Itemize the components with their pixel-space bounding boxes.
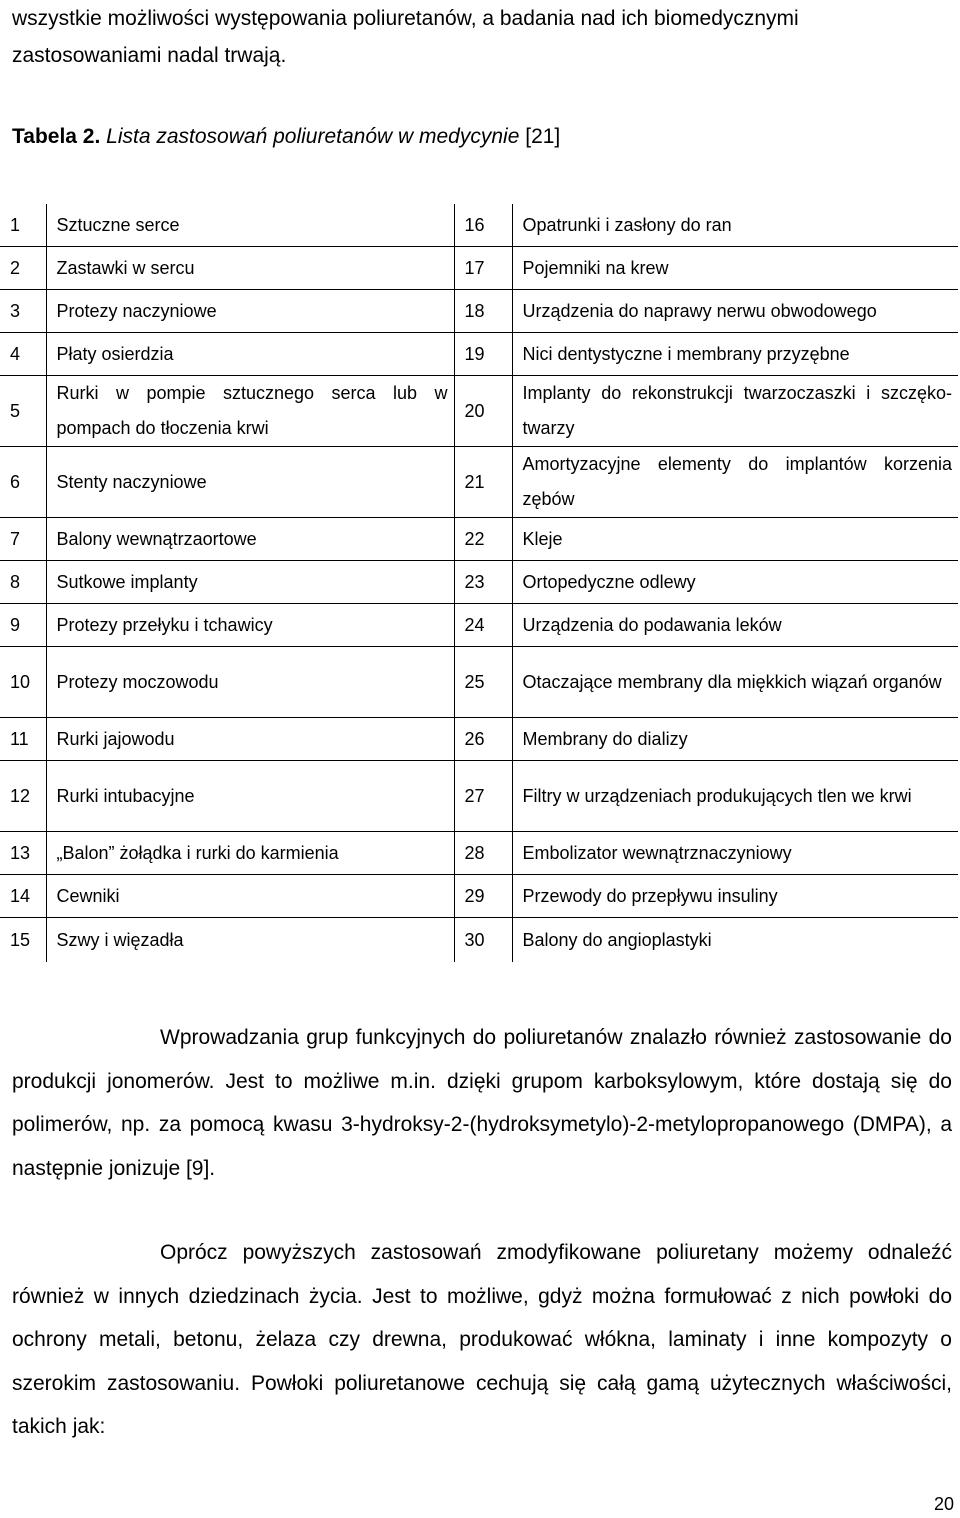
row-number-left: 10 bbox=[0, 647, 46, 718]
row-number-left: 4 bbox=[0, 333, 46, 376]
application-left: „Balon” żołądka i rurki do karmienia bbox=[46, 832, 454, 875]
row-number-left: 8 bbox=[0, 561, 46, 604]
row-number-right: 23 bbox=[454, 561, 512, 604]
table-row bbox=[0, 647, 958, 718]
application-left: Zastawki w sercu bbox=[46, 247, 454, 290]
row-number-left: 11 bbox=[0, 718, 46, 761]
application-right: Kleje bbox=[512, 518, 958, 561]
application-left: Sztuczne serce bbox=[46, 204, 454, 247]
application-right: Membrany do dializy bbox=[512, 718, 958, 761]
row-number-right: 28 bbox=[454, 832, 512, 875]
row-number-left: 12 bbox=[0, 761, 46, 832]
application-right: Ortopedyczne odlewy bbox=[512, 561, 958, 604]
table-row bbox=[0, 604, 958, 647]
table-row bbox=[0, 518, 958, 561]
page-number: 20 bbox=[933, 1494, 954, 1514]
row-number-right: 19 bbox=[454, 333, 512, 376]
row-number-left: 14 bbox=[0, 875, 46, 918]
application-left: Protezy naczyniowe bbox=[46, 290, 454, 333]
row-number-left: 6 bbox=[0, 447, 46, 518]
application-left: Płaty osierdzia bbox=[46, 333, 454, 376]
row-number-left: 2 bbox=[0, 247, 46, 290]
table-caption-ref: [21] bbox=[525, 125, 561, 148]
table-row bbox=[0, 333, 958, 376]
paragraph-text: Oprócz powyższych zastosowań zmodyfikowane poliuretany możemy odnaleźć również w innych dziedzinach życia. Jest to możliwe, gdyż można formułować z nich powłoki do ochrony metali, betonu, żelaza czy drewna, produkować włókna, laminaty i inne kompozyty o szerokim zastosowaniu. Powłoki poliuretanowe cechują się całą gamą użytecznych właściwości, takich jak: bbox=[12, 1241, 952, 1438]
application-right: Nici dentystyczne i membrany przyzębne bbox=[512, 333, 958, 376]
table-row bbox=[0, 761, 958, 832]
table-caption-label: Tabela 2. bbox=[12, 125, 101, 148]
table-row bbox=[0, 247, 958, 290]
table-row bbox=[0, 561, 958, 604]
application-left: Protezy przełyku i tchawicy bbox=[46, 604, 454, 647]
application-right: Opatrunki i zasłony do ran bbox=[512, 204, 958, 247]
application-left: Balony wewnątrzaortowe bbox=[46, 518, 454, 561]
row-number-right: 26 bbox=[454, 718, 512, 761]
intro-paragraph: wszystkie możliwości występowania poliuretanów, a badania nad ich biomedycznymi zastosowaniami nadal trwają. bbox=[12, 7, 799, 67]
row-number-right: 22 bbox=[454, 518, 512, 561]
row-number-right: 27 bbox=[454, 761, 512, 832]
row-number-left: 9 bbox=[0, 604, 46, 647]
row-number-right: 16 bbox=[454, 204, 512, 247]
application-right: Balony do angioplastyki bbox=[522, 929, 712, 950]
row-number-left: 15 bbox=[0, 918, 46, 963]
application-right: Filtry w urządzeniach produkujących tlen we krwi bbox=[512, 761, 958, 832]
application-right: Embolizator wewnątrznaczyniowy bbox=[512, 832, 958, 875]
row-number-right: 30 bbox=[454, 918, 512, 963]
table-row bbox=[0, 290, 958, 333]
table-caption bbox=[12, 122, 560, 152]
table-row bbox=[0, 918, 958, 963]
application-left: Rurki w pompie sztucznego serca lub w pompach do tłoczenia krwi bbox=[46, 376, 454, 447]
application-right: Przewody do przepływu insuliny bbox=[512, 875, 958, 918]
row-number-left: 3 bbox=[0, 290, 46, 333]
table-caption-title: Lista zastosowań poliuretanów w medycynie bbox=[106, 125, 520, 148]
table-row bbox=[0, 832, 958, 875]
row-number-right: 24 bbox=[454, 604, 512, 647]
row-number-left: 7 bbox=[0, 518, 46, 561]
row-number-left: 13 bbox=[0, 832, 46, 875]
row-number-right: 21 bbox=[454, 447, 512, 518]
application-right: Otaczające membrany dla miękkich wiązań organów bbox=[512, 647, 958, 718]
application-left: Szwy i więzadła bbox=[46, 918, 454, 963]
table-row bbox=[0, 204, 958, 247]
table-row bbox=[0, 718, 958, 761]
table-row bbox=[0, 447, 958, 518]
paragraph-text: Wprowadzania grup funkcyjnych do poliuretanów znalazło również zastosowanie do produkcji jonomerów. Jest to możliwe m.in. dzięki grupom karboksylowym, które dostają się do polimerów, np. za pomocą kwasu 3-hydroksy-2-(hydroksymetylo)-2-metylopropanowego (DMPA), a następnie jonizuje [9]. bbox=[12, 1026, 952, 1180]
row-number-left: 1 bbox=[0, 204, 46, 247]
row-number-right: 25 bbox=[454, 647, 512, 718]
row-number-left: 5 bbox=[0, 376, 46, 447]
application-left: Sutkowe implanty bbox=[46, 561, 454, 604]
row-number-right: 29 bbox=[454, 875, 512, 918]
application-left: Stenty naczyniowe bbox=[46, 447, 454, 518]
application-left: Rurki jajowodu bbox=[46, 718, 454, 761]
row-number-right: 17 bbox=[454, 247, 512, 290]
application-right: Pojemniki na krew bbox=[512, 247, 958, 290]
application-left: Cewniki bbox=[46, 875, 454, 918]
applications-table bbox=[0, 204, 958, 962]
row-number-right: 20 bbox=[454, 376, 512, 447]
application-left: Rurki intubacyjne bbox=[46, 761, 454, 832]
application-right: Amortyzacyjne elementy do implantów korzenia zębów bbox=[512, 447, 958, 518]
application-right: Urządzenia do podawania leków bbox=[512, 604, 958, 647]
table-row bbox=[0, 875, 958, 918]
application-right: Implanty do rekonstrukcji twarzoczaszki i szczęko-twarzy bbox=[512, 376, 958, 447]
body-paragraph-ionomers bbox=[12, 1016, 952, 1190]
row-number-right: 18 bbox=[454, 290, 512, 333]
body-paragraph-other-uses bbox=[12, 1231, 952, 1449]
table-row bbox=[0, 376, 958, 447]
application-left: Protezy moczowodu bbox=[46, 647, 454, 718]
application-right: Urządzenia do naprawy nerwu obwodowego bbox=[512, 290, 958, 333]
